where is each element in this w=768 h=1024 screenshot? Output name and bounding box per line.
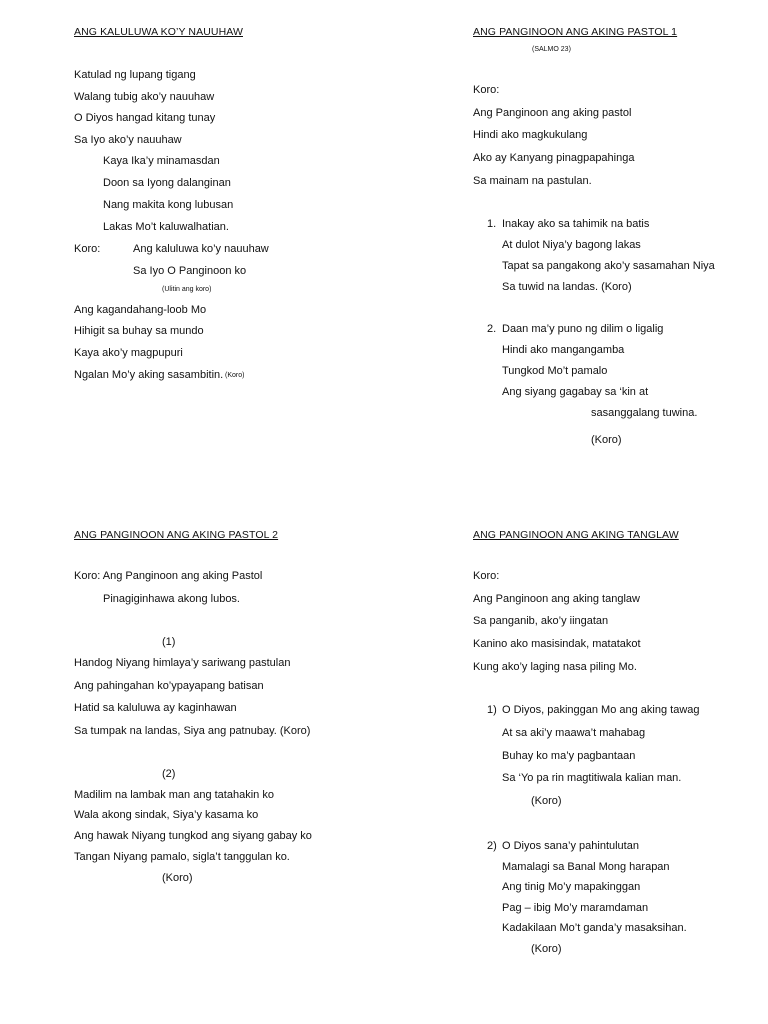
- koro-line: Ang kaluluwa ko’y nauuhaw: [133, 243, 269, 255]
- verse-line: Madilim na lambak man ang tatahakin ko: [74, 789, 274, 801]
- koro-label: Koro:: [74, 243, 101, 255]
- koro-note: (Koro): [162, 872, 193, 884]
- verse-line: O Diyos sana’y pahintulutan: [502, 840, 639, 852]
- verse-number: (1): [162, 636, 176, 648]
- verse-line: Sa tumpak na landas, Siya ang patnubay. (Koro): [74, 725, 311, 737]
- verse-number: 1.: [487, 218, 497, 230]
- song-2-subtitle: (SALMO 23): [532, 46, 571, 53]
- lyric-line: Walang tubig ako’y nauuhaw: [74, 91, 215, 103]
- verse-number: 1): [487, 704, 497, 716]
- verse-line: Pag – ibig Mo’y maramdaman: [502, 902, 649, 914]
- verse-line: Mamalagi sa Banal Mong harapan: [502, 861, 670, 873]
- koro-line: Ang Panginoon ang aking pastol: [473, 107, 632, 119]
- lyric-line: Katulad ng lupang tigang: [74, 69, 196, 81]
- verse-line: Inakay ako sa tahimik na batis: [502, 218, 650, 230]
- koro-note: (Koro): [531, 795, 562, 807]
- lyric-line: Ngalan Mo’y aking sasambitin.: [74, 369, 224, 381]
- verse-line: Sa ‘Yo pa rin magtitiwala kalian man.: [502, 772, 682, 784]
- koro-line: Ako ay Kanyang pinagpapahinga: [473, 152, 635, 164]
- verse-line: Tapat sa pangakong ako’y sasamahan Niya: [502, 260, 715, 272]
- koro-line: Hindi ako magkukulang: [473, 129, 588, 141]
- lyric-line: Kaya Ika’y minamasdan: [103, 155, 220, 167]
- lyric-line: Ang kagandahang-loob Mo: [74, 304, 207, 316]
- lyric-line: Hihigit sa buhay sa mundo: [74, 325, 204, 337]
- verse-line: Ang hawak Niyang tungkod ang siyang gabay ko: [74, 830, 312, 842]
- verse-number: 2.: [487, 323, 497, 335]
- koro-note: (Koro): [591, 434, 622, 446]
- lyric-line: Sa Iyo ako’y nauuhaw: [74, 134, 182, 146]
- verse-line: Hindi ako mangangamba: [502, 344, 625, 356]
- koro-label: Koro:: [473, 84, 500, 96]
- verse-line: Daan ma’y puno ng dilim o ligalig: [502, 323, 664, 335]
- lyric-line: O Diyos hangad kitang tunay: [74, 112, 216, 124]
- koro-line: Kanino ako masisindak, matatakot: [473, 638, 641, 650]
- verse-line: Hatid sa kaluluwa ay kaginhawan: [74, 702, 237, 714]
- verse-line: Sa tuwid na landas. (Koro): [502, 281, 632, 293]
- verse-line: Wala akong sindak, Siya’y kasama ko: [74, 809, 259, 821]
- verse-line: Tungkod Mo’t pamalo: [502, 365, 608, 377]
- verse-line: Ang tinig Mo’y mapakinggan: [502, 881, 641, 893]
- song-4-title: ANG PANGINOON ANG AKING TANGLAW: [473, 529, 679, 541]
- lyric-line: Kaya ako’y magpupuri: [74, 347, 183, 359]
- koro-line: Pinagiginhawa akong lubos.: [103, 593, 240, 605]
- koro-line: Sa mainam na pastulan.: [473, 175, 592, 187]
- lyric-line: Lakas Mo’t kaluwalhatian.: [103, 221, 229, 233]
- koro-note: (Koro): [225, 372, 245, 379]
- song-3-title: ANG PANGINOON ANG AKING PASTOL 2: [74, 529, 279, 541]
- song-1-title: ANG KALULUWA KO’Y NAUUHAW: [74, 26, 243, 38]
- verse-line: Handog Niyang himlaya’y sariwang pastulan: [74, 657, 291, 669]
- koro-line: Ang Panginoon ang aking tanglaw: [473, 593, 640, 605]
- verse-number: 2): [487, 840, 497, 852]
- koro-line: Sa panganib, ako’y iingatan: [473, 615, 609, 627]
- verse-line: Tangan Niyang pamalo, sigla’t tanggulan ko.: [74, 851, 290, 863]
- koro-line: Sa Iyo O Panginoon ko: [133, 265, 247, 277]
- verse-line: Ang siyang gagabay sa ‘kin at: [502, 386, 649, 398]
- koro-line: Kung ako’y laging nasa piling Mo.: [473, 661, 637, 673]
- verse-line: Kadakilaan Mo’t ganda’y masaksihan.: [502, 922, 687, 934]
- ulitin-note: (Ulitin ang koro): [162, 286, 212, 293]
- lyric-line: Nang makita kong lubusan: [103, 199, 234, 211]
- song-2-title: ANG PANGINOON ANG AKING PASTOL 1: [473, 26, 678, 38]
- verse-line: Buhay ko ma’y pagbantaan: [502, 750, 636, 762]
- koro-line: Koro: Ang Panginoon ang aking Pastol: [74, 570, 263, 582]
- verse-line: At dulot Niya’y bagong lakas: [502, 239, 641, 251]
- verse-line: At sa aki’y maawa’t mahabag: [502, 727, 646, 739]
- koro-label: Koro:: [473, 570, 500, 582]
- koro-note: (Koro): [531, 943, 562, 955]
- verse-line: sasanggalang tuwina.: [591, 407, 698, 419]
- verse-line: O Diyos, pakinggan Mo ang aking tawag: [502, 704, 700, 716]
- verse-line: Ang pahingahan ko’ypayapang batisan: [74, 680, 264, 692]
- lyric-line: Doon sa Iyong dalanginan: [103, 177, 231, 189]
- verse-number: (2): [162, 768, 176, 780]
